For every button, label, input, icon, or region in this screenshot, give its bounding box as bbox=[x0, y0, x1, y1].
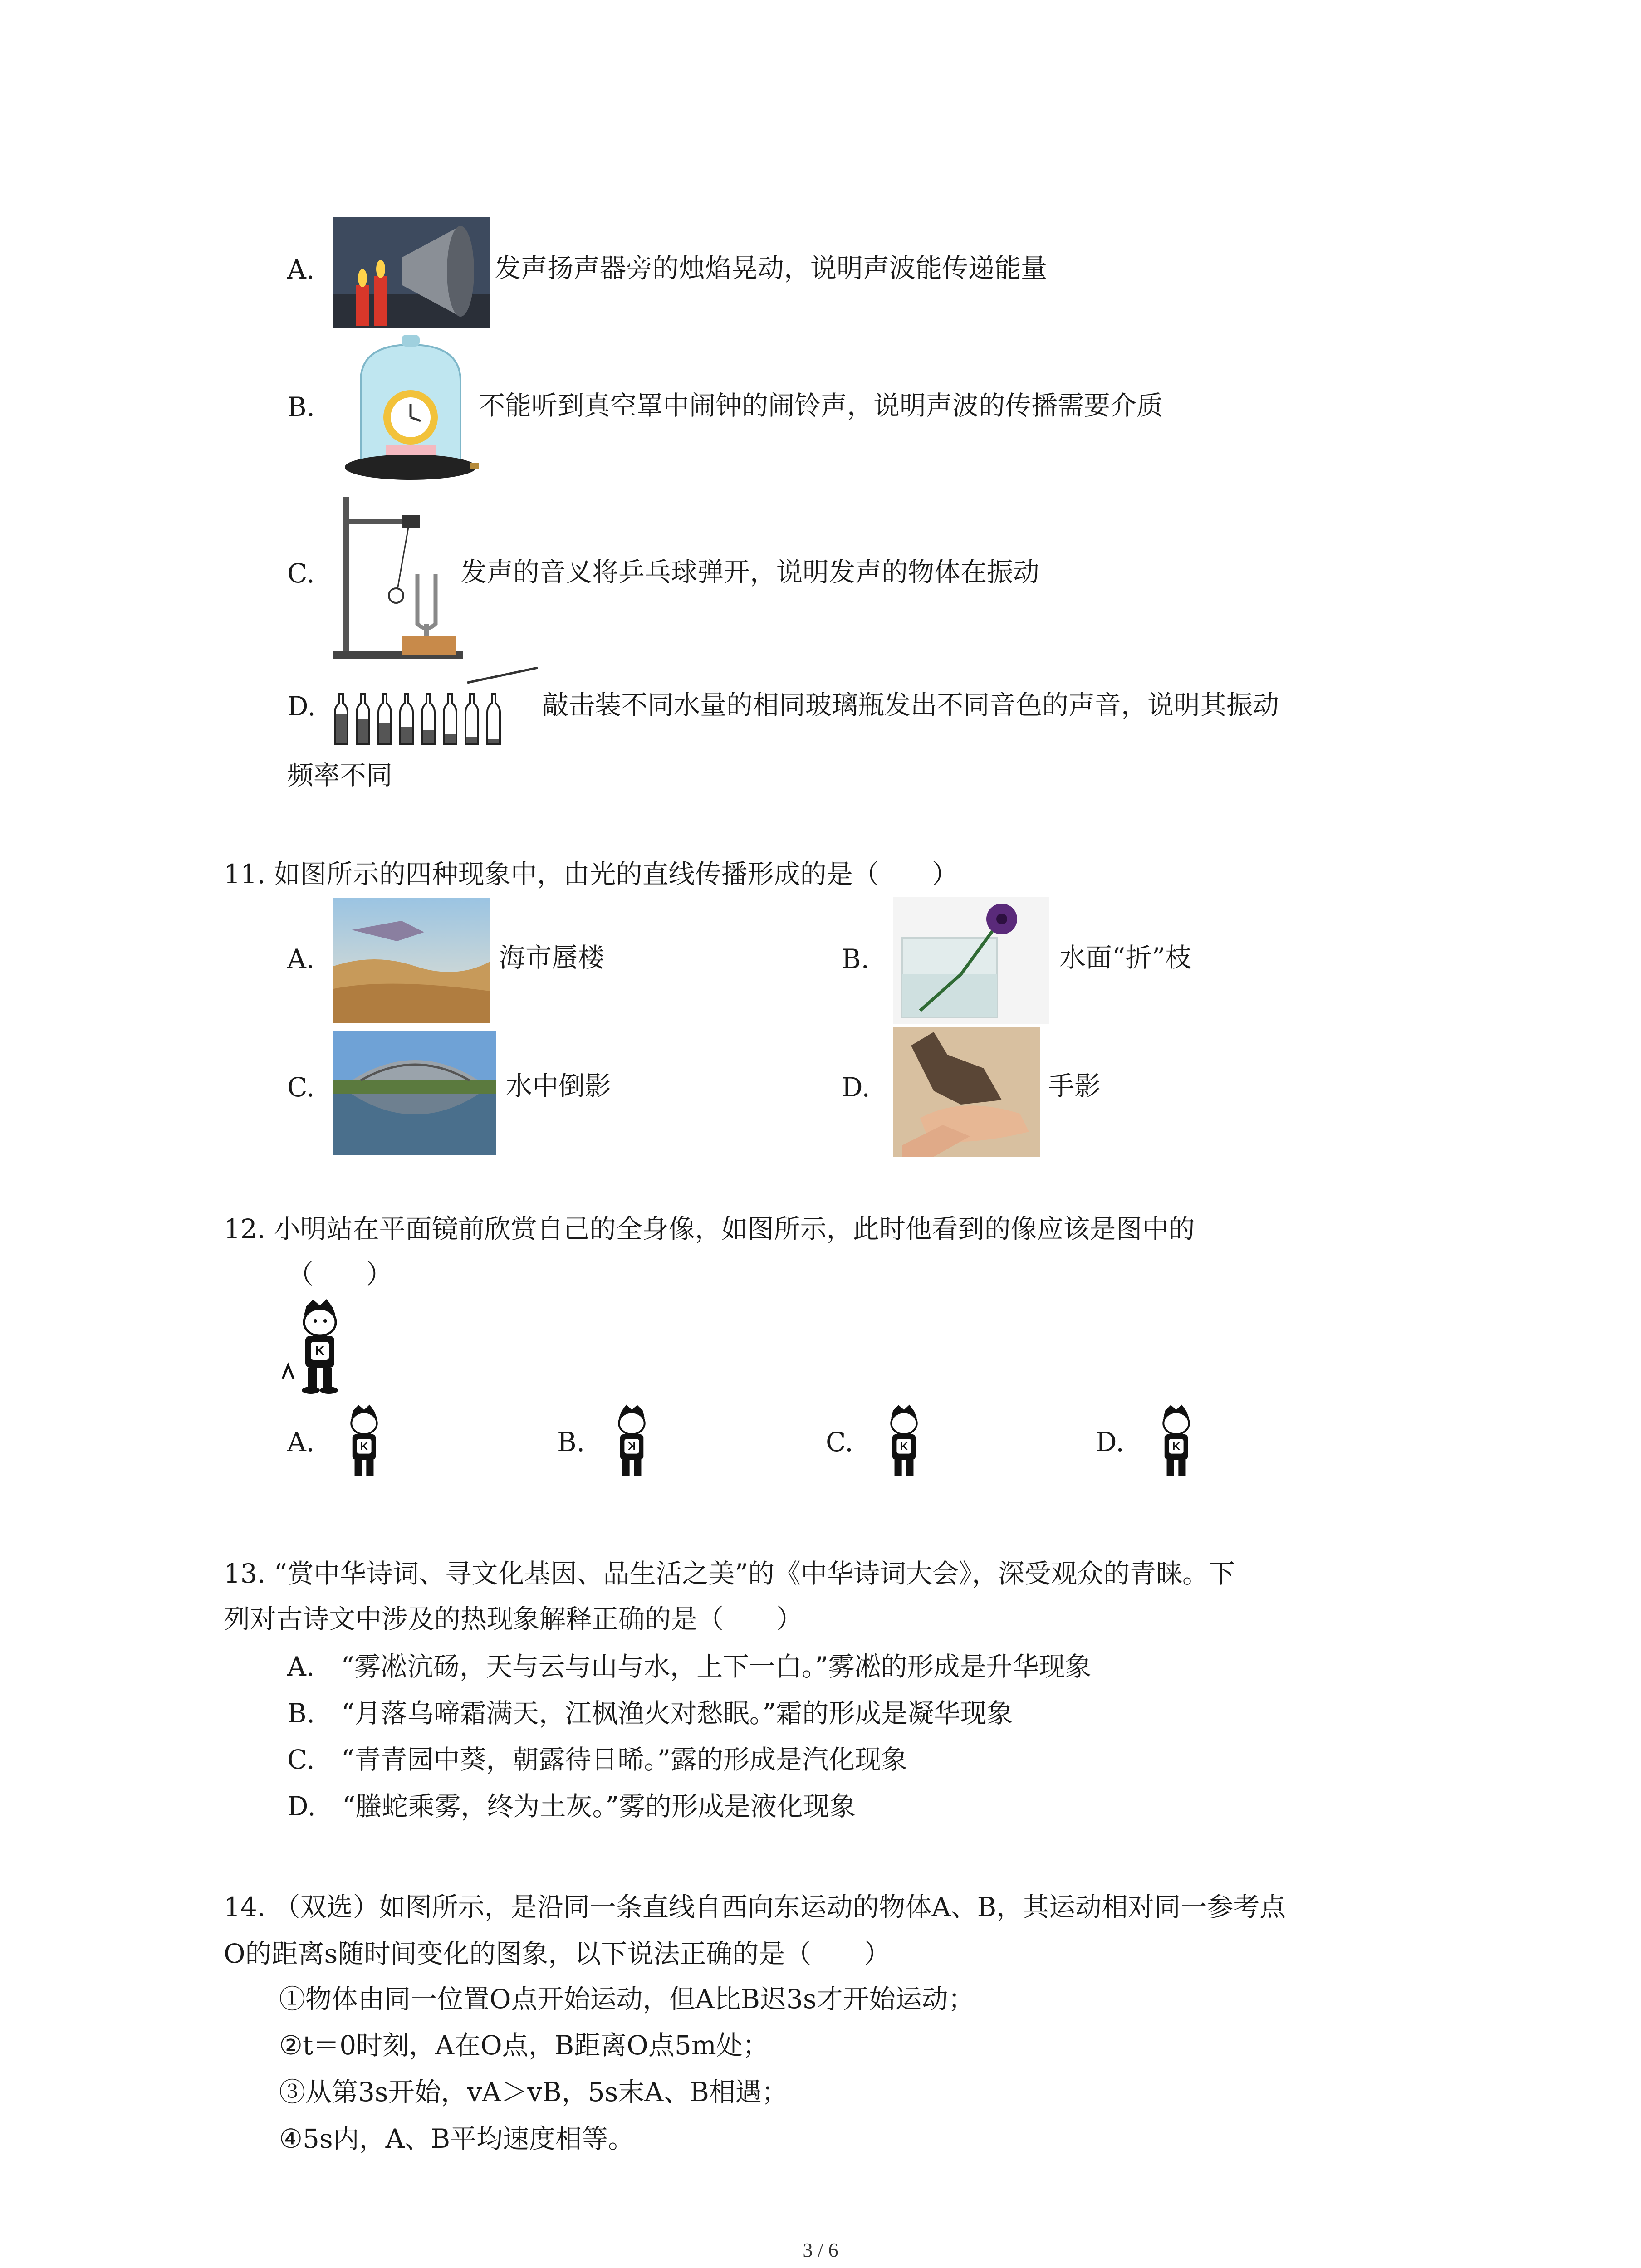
q10-option-b-letter: B. bbox=[287, 391, 315, 422]
q10-option-c-letter: C. bbox=[287, 558, 315, 589]
boy-figure-image bbox=[279, 1297, 361, 1395]
q11-option-c-letter: C. bbox=[287, 1072, 315, 1103]
glass-bottles-image bbox=[331, 667, 540, 748]
q13-option-a: A. “雾凇沆砀，天与云与山与水，上下一白。”雾凇的形成是升华现象 bbox=[287, 1651, 1092, 1682]
q11-option-b-text: 水面“折”枝 bbox=[1059, 942, 1192, 973]
q10-option-d-text: 敲击装不同水量的相同玻璃瓶发出不同音色的声音，说明其振动 bbox=[542, 689, 1279, 720]
q10-option-a-letter: A. bbox=[287, 254, 315, 285]
hand-shadow-image bbox=[893, 1027, 1040, 1157]
tuning-fork-pingpong-image bbox=[333, 492, 463, 662]
q13-option-d: D. “螣蛇乘雾，终为土灰。”雾的形成是液化现象 bbox=[287, 1791, 856, 1822]
bent-stem-in-water-image bbox=[893, 897, 1049, 1024]
q11-stem: 11. 如图所示的四种现象中，由光的直线传播形成的是（ ） bbox=[224, 859, 958, 890]
page-number: 3 / 6 bbox=[803, 2239, 838, 2261]
q14-statement-4: ④5s内，A、B平均速度相等。 bbox=[279, 2123, 635, 2154]
svg-text:K: K bbox=[360, 1440, 368, 1453]
q13-stem-line2: 列对古诗文中涉及的热现象解释正确的是（ ） bbox=[224, 1603, 803, 1634]
q13-stem-line1: 13. “赏中华诗词、寻文化基因、品生活之美”的《中华诗词大会》，深受观众的青睐。下 bbox=[224, 1558, 1235, 1589]
svg-text:K: K bbox=[1172, 1440, 1181, 1453]
speaker-candle-image bbox=[333, 217, 490, 328]
q12-answer-paren: （ ） bbox=[287, 1259, 393, 1290]
q14-statement-2: ②t＝0时刻，A在O点，B距离O点5m处； bbox=[279, 2030, 769, 2061]
q12-option-c-letter: C. bbox=[826, 1427, 853, 1457]
boy-image-option-b bbox=[599, 1397, 665, 1488]
q12-option-d-letter: D. bbox=[1096, 1427, 1124, 1457]
q12-option-a-letter: A. bbox=[287, 1427, 315, 1457]
svg-text:K: K bbox=[900, 1440, 908, 1453]
q11-option-a-text: 海市蜃楼 bbox=[499, 942, 605, 973]
q11-option-b-letter: B. bbox=[842, 943, 870, 974]
q11-option-d-text: 手影 bbox=[1048, 1070, 1101, 1101]
q13-option-b: B. “月落乌啼霜满天，江枫渔火对愁眠。”霜的形成是凝华现象 bbox=[287, 1698, 1013, 1729]
svg-text:K: K bbox=[315, 1344, 325, 1359]
q12-option-b-letter: B. bbox=[557, 1427, 585, 1457]
q13-option-c: C. “青青园中葵，朝露待日晞。”露的形成是汽化现象 bbox=[287, 1744, 908, 1775]
bell-jar-alarm-clock-image bbox=[343, 331, 479, 485]
q14-statement-3: ③从第3s开始，vA＞vB，5s末A、B相遇； bbox=[279, 2077, 788, 2107]
boy-image-option-c bbox=[871, 1397, 937, 1488]
q10-option-b-text: 不能听到真空罩中闹钟的闹铃声，说明声波的传播需要介质 bbox=[479, 390, 1163, 421]
q10-option-c-text: 发声的音叉将乒乓球弹开，说明发声的物体在振动 bbox=[460, 557, 1040, 587]
q11-option-a-letter: A. bbox=[287, 943, 315, 974]
q11-option-d-letter: D. bbox=[842, 1072, 870, 1103]
q14-statement-1: ①物体由同一位置O点开始运动，但A比B迟3s才开始运动； bbox=[279, 1984, 975, 2014]
svg-text:K: K bbox=[627, 1440, 636, 1453]
mirage-image bbox=[333, 898, 490, 1023]
boy-image-option-a bbox=[331, 1397, 397, 1488]
q10-option-d-text-cont: 频率不同 bbox=[287, 760, 393, 791]
q14-stem-line2: O的距离s随时间变化的图象，以下说法正确的是（ ） bbox=[224, 1938, 891, 1969]
q10-option-d-letter: D. bbox=[287, 691, 316, 722]
reflection-in-water-image bbox=[333, 1031, 496, 1155]
q14-stem-line1: 14. （双选）如图所示，是沿同一条直线自西向东运动的物体A、B，其运动相对同一参考点 bbox=[224, 1892, 1286, 1922]
boy-image-option-d bbox=[1143, 1397, 1209, 1488]
q12-stem: 12. 小明站在平面镜前欣赏自己的全身像，如图所示，此时他看到的像应该是图中的 bbox=[224, 1213, 1195, 1244]
q10-option-a-text: 发声扬声器旁的烛焰晃动，说明声波能传递能量 bbox=[495, 253, 1048, 284]
q11-option-c-text: 水中倒影 bbox=[506, 1070, 612, 1101]
